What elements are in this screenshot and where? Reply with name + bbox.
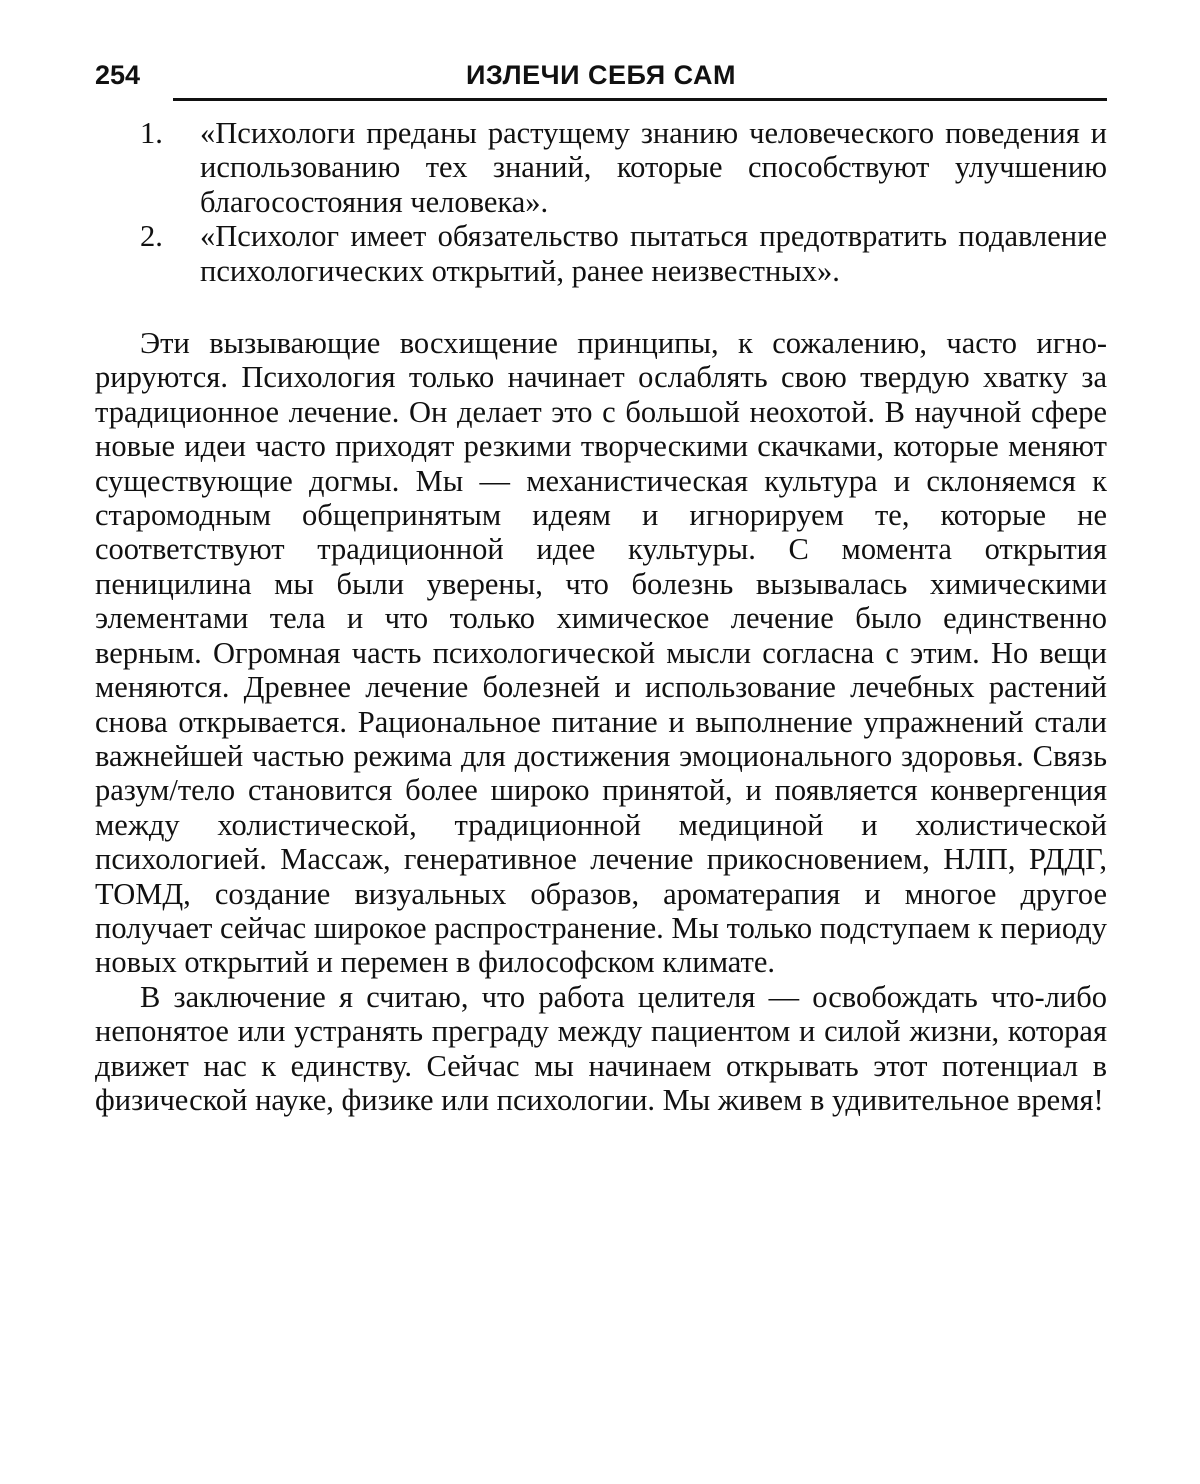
book-title: ИЗЛЕЧИ СЕБЯ САМ (466, 60, 736, 90)
principle-item-2 (95, 219, 1107, 288)
running-header (95, 50, 1107, 100)
principles-list (95, 116, 1107, 288)
list-number: 1. (140, 116, 163, 150)
principle-item-1 (95, 116, 1107, 219)
body-paragraph-1: Эти вызывающие восхищение принципы, к сожалению, часто игнорируются. Психология только начинает ослаблять свою твердую хватку за традиционное лечение. Он делает это с большой неохотой. В научной сфере новые идеи часто приходят резкими творческими скачками, которые меняют существующие догмы. Мы — механистическая культура и склоняемся к старомодным общепринятым идеям и игнорируем те, которые не соответствуют традиционной идее культуры. С момента открытия пеницилина мы были уверены, что болезнь вызывалась химическими элементами тела и что только химическое лечение было единственно верным. Огромная часть психологической мысли согласна с этим. Но вещи меняются. Древнее лечение болезней и использование лечебных растений снова открывается. Рациональное питание и выполнение упражнений стали важнейшей частью режима для достижения эмоционального здоровья. Связь разум/тело становится более широко принятой, и появляется конвергенция между холистической, традиционной медициной и холистической психологией. Массаж, генеративное лечение прикосновением, НЛП, РДДГ, ТОМД, создание визуальных образов, ароматерапия и многое другое получает сейчас широкое распространение. Мы только подступаем к периоду новых открытий и перемен в философском климате. (95, 326, 1107, 980)
principle-text: «Психолог имеет обязательство пытаться предотвратить подавление психологических открытий, ранее неизвестных». (200, 219, 1107, 288)
header-rule (173, 98, 1107, 101)
page-number: 254 (95, 60, 141, 90)
list-number: 2. (140, 219, 163, 254)
body-paragraph-2: В заключение я считаю, что работа целителя — освобождать что-либо непонятое или устранять преграду между пациентом и силой жизни, которая движет нас к единству. Сейчас мы начинаем открывать этот потенциал в физической науке, физике или психологии. Мы живем в удивительное время! (95, 979, 1107, 1117)
page-body (95, 116, 1107, 1117)
principle-text: «Психологи преданы растущему знанию человеческого поведения и использованию тех знаний, которые способствуют улучшению благосостояния человека». (200, 116, 1107, 219)
book-page (95, 50, 1107, 1117)
